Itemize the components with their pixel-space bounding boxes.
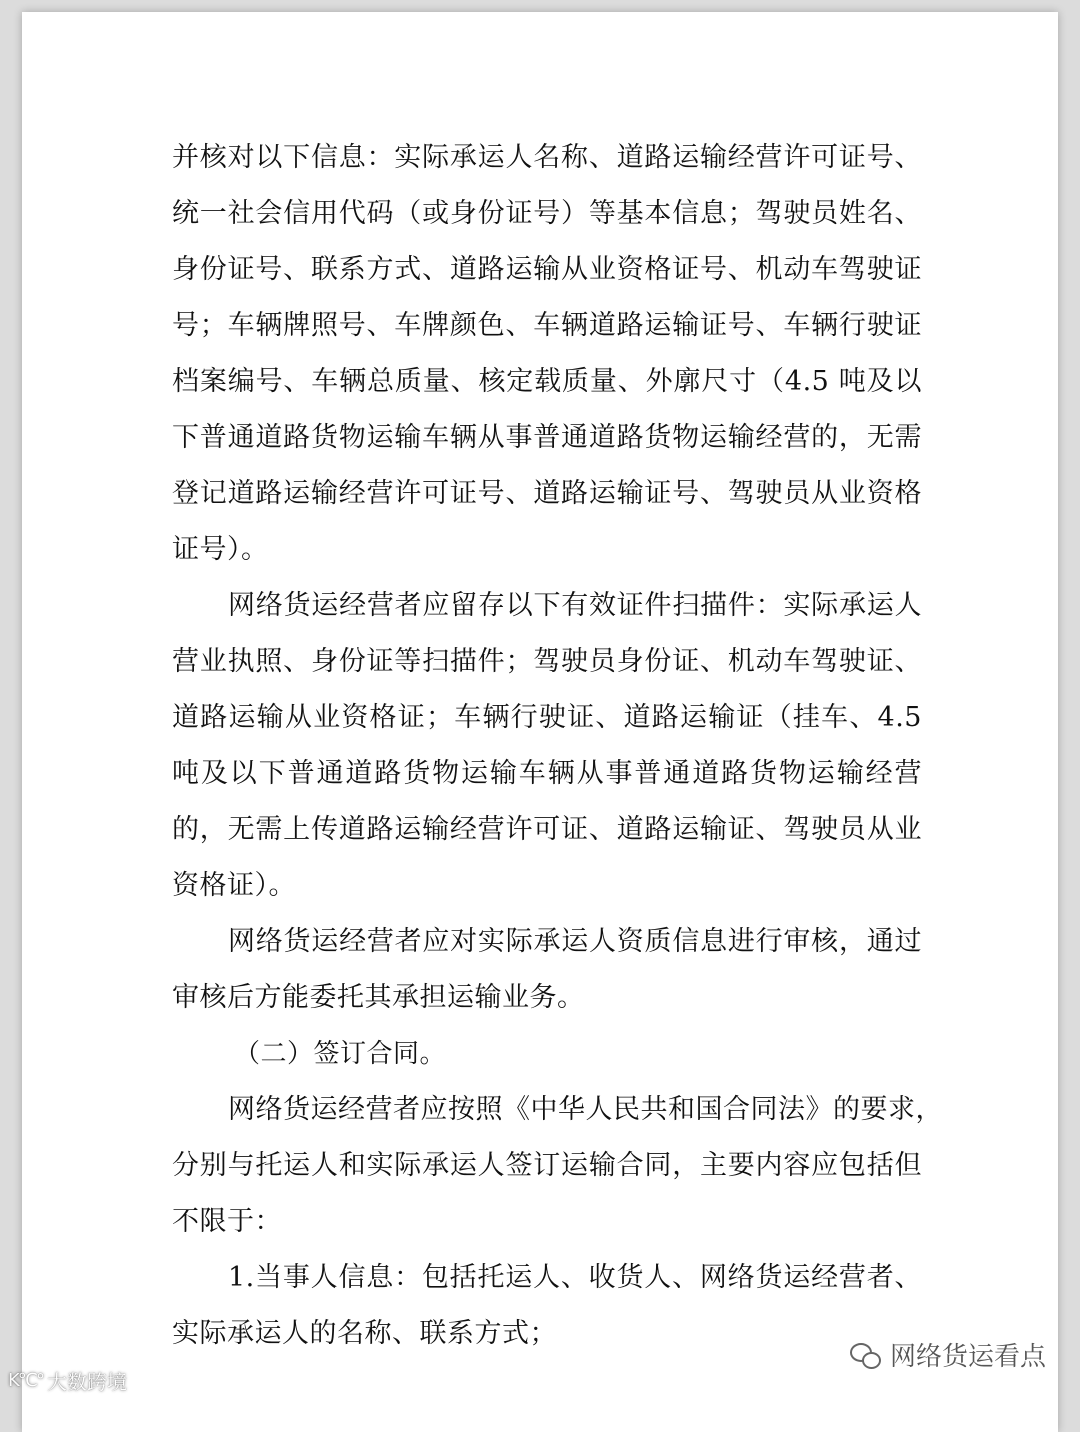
watermark-logo: K℃° (8, 1370, 44, 1391)
text-line: 档案编号、车辆总质量、核定载质量、外廓尺寸（4.5 吨及以 (172, 366, 922, 397)
text-line: 资格证）。 (172, 870, 296, 901)
text-line: 道路运输从业资格证；车辆行驶证、道路运输证（挂车、4.5 (172, 702, 922, 733)
text-line: 并核对以下信息：实际承运人名称、道路运输经营许可证号、 (172, 142, 922, 173)
document-body (172, 130, 943, 1362)
text-line: 统一社会信用代码（或身份证号）等基本信息；驾驶员姓名、 (172, 198, 922, 229)
text-line: 不限于： (172, 1206, 282, 1237)
text-line: 号；车辆牌照号、车牌颜色、车辆道路运输证号、车辆行驶证 (172, 310, 922, 341)
text-line: 下普通道路货物运输车辆从事普通道路货物运输经营的，无需 (172, 422, 922, 453)
text-line: 营业执照、身份证等扫描件；驾驶员身份证、机动车驾驶证、 (172, 646, 922, 677)
text-line: 吨及以下普通道路货物运输车辆从事普通道路货物运输经营 (172, 758, 922, 789)
watermark-right-text: 网络货运看点 (889, 1342, 1046, 1372)
text-line: 身份证号、联系方式、道路运输从业资格证号、机动车驾驶证 (172, 254, 922, 285)
document-page (22, 12, 1058, 1432)
watermark-left-text: 大数跨境 (47, 1370, 128, 1394)
text-line: 的，无需上传道路运输经营许可证、道路运输证、驾驶员从业 (172, 814, 922, 845)
list-item-line: 1.当事人信息：包括托运人、收货人、网络货运经营者、 (228, 1262, 922, 1293)
watermark-right (850, 1336, 1046, 1373)
text-line: 证号）。 (172, 534, 269, 565)
watermark-left (8, 1366, 127, 1395)
paragraph-start-line: 网络货运经营者应对实际承运人资质信息进行审核，通过 (228, 926, 922, 957)
wechat-icon (850, 1342, 880, 1368)
section-heading: （二）签订合同。 (234, 1039, 447, 1069)
paragraph-start-line: 网络货运经营者应留存以下有效证件扫描件：实际承运人 (228, 590, 922, 621)
text-line: 审核后方能委托其承担运输业务。 (172, 982, 585, 1013)
paragraph-start-line: 网络货运经营者应按照《中华人民共和国合同法》的要求， (228, 1094, 943, 1125)
text-line: 登记道路运输经营许可证号、道路运输证号、驾驶员从业资格 (172, 478, 922, 509)
text-line: 实际承运人的名称、联系方式； (172, 1318, 557, 1349)
text-line: 分别与托运人和实际承运人签订运输合同，主要内容应包括但 (172, 1150, 922, 1181)
